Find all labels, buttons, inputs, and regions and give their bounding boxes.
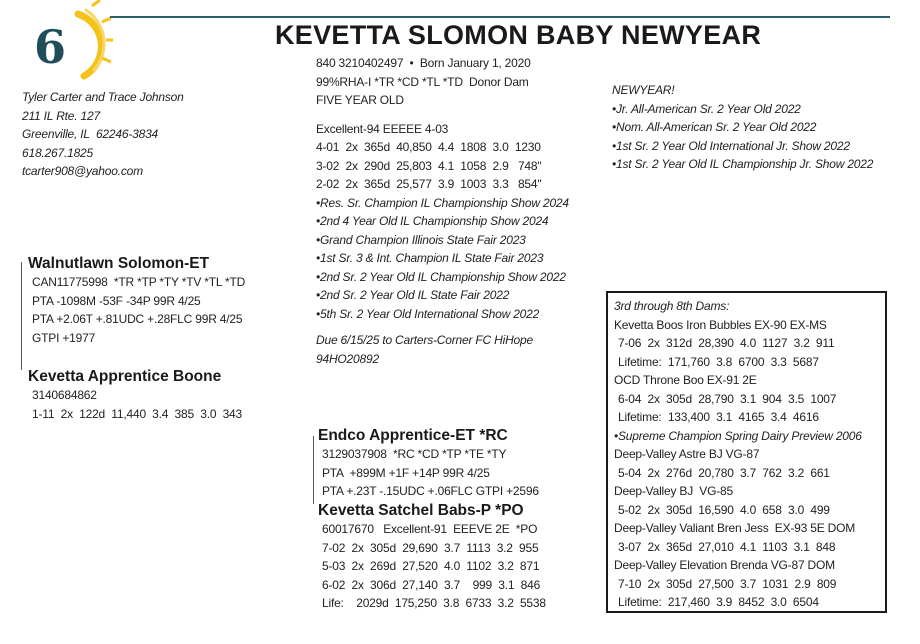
lot-number: 6 (34, 20, 67, 74)
newyear-section (612, 81, 873, 174)
consignor-address1: 211 IL Rte. 127 (22, 108, 100, 123)
dam-sire-line: PTA +.23T -.15UDC +.06FLC GTPI +2596 (322, 484, 539, 498)
sire-line: CAN11775998 *TR *TP *TY *TV *TL *TD (32, 275, 246, 289)
show-win: •2nd Sr. 2 Year Old IL State Fair 2022 (316, 288, 510, 302)
dam-name: Kevetta Satchel Babs-P *PO (318, 502, 524, 519)
dam-line: Life: 2029d 175,250 3.8 6733 3.2 5538 (322, 596, 546, 610)
deep-pedigree-line: 6-04 2x 305d 28,790 3.1 904 3.5 1007 (618, 391, 837, 406)
animal-id-line: 840 3210402497 • Born January 1, 2020 (316, 56, 531, 70)
deep-pedigree-line: 7-10 2x 305d 27,500 3.7 1031 2.9 809 (618, 576, 837, 591)
deep-pedigree-line: 5-04 2x 276d 20,780 3.7 762 3.2 661 (618, 465, 830, 480)
newyear-item: •Jr. All-American Sr. 2 Year Old 2022 (612, 101, 801, 116)
deep-pedigree-line: 5-02 2x 305d 16,590 4.0 658 3.0 499 (618, 502, 830, 517)
newyear-heading: NEWYEAR! (612, 83, 675, 97)
record-line: 3-02 2x 290d 25,803 4.1 1058 2.9 748" (316, 158, 542, 173)
deep-pedigree-line: OCD Throne Boo EX-91 2E (614, 373, 757, 387)
show-win: •Grand Champion Illinois State Fair 2023 (316, 232, 526, 247)
newyear-item: •Nom. All-American Sr. 2 Year Old 2022 (612, 120, 817, 134)
sire-block (28, 255, 245, 347)
consignor-info (22, 88, 184, 181)
sire-line: GTPI +1977 (32, 330, 96, 345)
spacer (316, 110, 569, 120)
deep-pedigree-line: Deep-Valley Astre BJ VG-87 (614, 447, 760, 461)
deep-pedigree-line: Lifetime: 217,460 3.9 8452 3.0 6504 (618, 595, 819, 609)
consignor-address2: Greenville, IL 62246-3834 (22, 127, 159, 142)
maternal-grandsire-block (28, 368, 242, 423)
deep-pedigree-line: Kevetta Boos Iron Bubbles EX-90 EX-MS (614, 317, 827, 332)
show-win: •2nd 4 Year Old IL Championship Show 2024 (316, 214, 549, 228)
pedigree-bracket (21, 262, 22, 370)
deep-pedigree-line: Deep-Valley Elevation Brenda VG-87 DOM (614, 558, 835, 572)
deep-pedigree-heading: 3rd through 8th Dams: (614, 299, 730, 313)
dam-sire-line: PTA +899M +1F +14P 99R 4/25 (322, 465, 490, 480)
deep-pedigree-line: Lifetime: 133,400 3.1 4165 3.4 4616 (618, 410, 819, 424)
deep-pedigree-line: Deep-Valley Valiant Bren Jess EX-93 5E DOM (614, 521, 856, 535)
consignor-email: tcarter908@yahoo.com (22, 164, 143, 179)
dam-line: 7-02 2x 305d 29,690 3.7 1113 3.2 955 (322, 540, 539, 555)
maternal-grandsire-line: 1-11 2x 122d 11,440 3.4 385 3.0 343 (32, 406, 242, 421)
dam-sire-block (318, 427, 539, 501)
animal-age-line: FIVE YEAR OLD (316, 93, 404, 107)
deep-pedigree-list (614, 297, 862, 612)
dam-sire-name: Endco Apprentice-ET *RC (318, 427, 508, 444)
animal-genetics-line: 99%RHA-I *TR *CD *TL *TD Donor Dam (316, 74, 529, 89)
dam-sire-line: 3129037908 *RC *CD *TP *TE *TY (322, 447, 507, 461)
show-win: •1st Sr. 3 & Int. Champion IL State Fair 2023 (316, 251, 544, 265)
deep-pedigree-line: 3-07 2x 365d 27,010 4.1 1103 3.1 848 (618, 539, 836, 554)
dam-block (318, 502, 546, 613)
sire-line: PTA +2.06T +.81UDC +.28FLC 99R 4/25 (32, 312, 243, 326)
maternal-grandsire-name: Kevetta Apprentice Boone (28, 368, 222, 385)
top-divider (110, 16, 890, 18)
sire-line: PTA -1098M -53F -34P 99R 4/25 (32, 293, 201, 308)
show-win: •5th Sr. 2 Year Old International Show 2022 (316, 306, 540, 321)
newyear-item: •1st Sr. 2 Year Old IL Championship Jr. Show 2022 (612, 157, 874, 171)
maternal-grandsire-line: 3140684862 (32, 388, 97, 402)
deep-pedigree-line: Lifetime: 171,760 3.8 6700 3.3 5687 (618, 354, 819, 369)
consignor-name: Tyler Carter and Trace Johnson (22, 90, 184, 104)
deep-pedigree-line: Deep-Valley BJ VG-85 (614, 484, 733, 498)
dam-line: 5-03 2x 269d 27,520 4.0 1102 3.2 871 (322, 559, 540, 573)
spacer (316, 323, 569, 331)
dam-line: 6-02 2x 306d 27,140 3.7 999 3.1 846 (322, 577, 541, 592)
show-win: •2nd Sr. 2 Year Old IL Championship Show 2022 (316, 269, 566, 284)
due-line: Due 6/15/25 to Carters-Corner FC HiHope (316, 333, 533, 347)
pedigree-bracket (313, 436, 314, 504)
dam-line: 60017670 Excellent-91 EEEVE 2E *PO (322, 522, 538, 536)
page-title: KEVETTA SLOMON BABY NEWYEAR (275, 20, 762, 50)
animal-classification: Excellent-94 EEEEE 4-03 (316, 121, 449, 136)
sire-name: Walnutlawn Solomon-ET (28, 255, 210, 272)
record-line: 2-02 2x 365d 25,577 3.9 1003 3.3 854" (316, 177, 542, 191)
newyear-item: •1st Sr. 2 Year Old International Jr. Show 2022 (612, 138, 850, 153)
due-service-sire: 94HO20892 (316, 351, 379, 366)
show-win: •Res. Sr. Champion IL Championship Show 2024 (316, 195, 569, 210)
consignor-phone: 618.267.1825 (22, 145, 94, 160)
animal-info (316, 54, 569, 368)
deep-pedigree-line: 7-06 2x 312d 28,390 4.0 1127 3.2 911 (618, 336, 835, 350)
record-line: 4-01 2x 365d 40,850 4.4 1808 3.0 1230 (316, 140, 541, 154)
deep-pedigree-line: •Supreme Champion Spring Dairy Preview 2006 (614, 428, 862, 443)
